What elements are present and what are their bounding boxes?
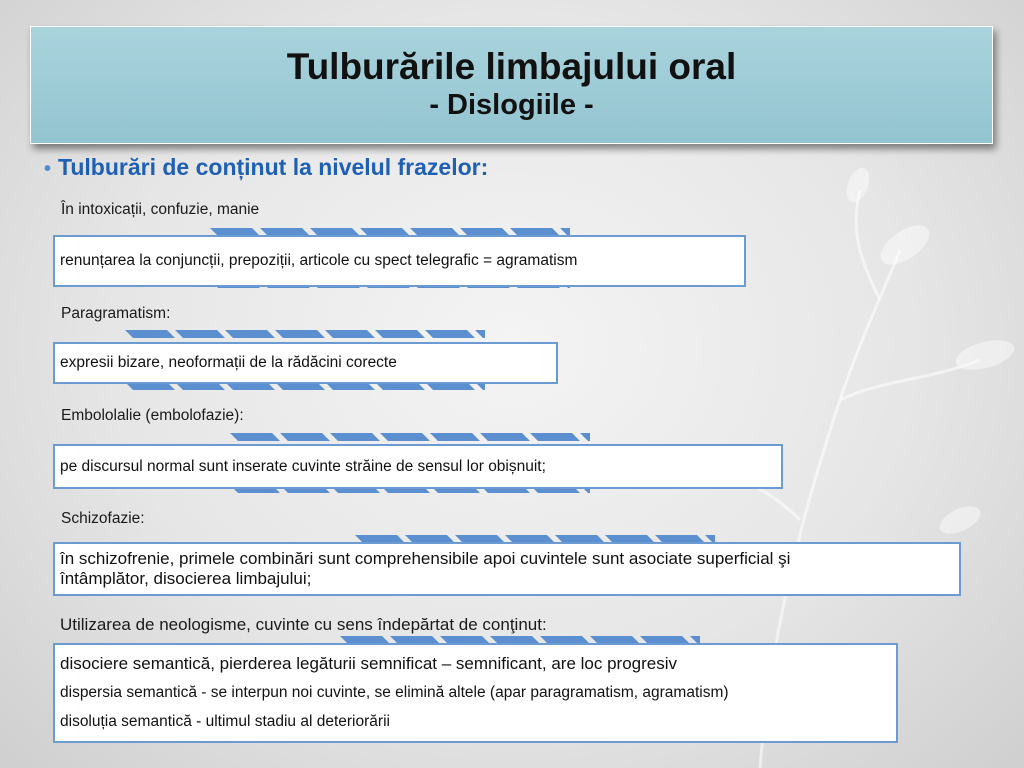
content-line: renunțarea la conjuncții, prepoziții, articole cu spect telegrafic = agramatism xyxy=(60,252,578,269)
section-label-schizofazie: Schizofazie: xyxy=(61,510,145,527)
content-box-schizofazie xyxy=(53,542,961,596)
chevron-segment xyxy=(225,330,275,338)
slide-subtitle: - Dislogiile - xyxy=(429,89,594,121)
section-label-intoxicatii: În intoxicații, confuzie, manie xyxy=(61,201,260,218)
section-label-neologisme: Utilizarea de neologisme, cuvinte cu sens îndepărtat de conţinut: xyxy=(60,615,547,634)
title-box xyxy=(30,26,993,144)
chevron-segment xyxy=(125,330,175,338)
content-box-neologisme xyxy=(53,643,898,743)
content-line: disociere semantică, pierderea legăturii semnificat – semnificant, are loc progresiv xyxy=(60,653,678,673)
content-line: expresii bizare, neoformații de la rădăcini corecte xyxy=(60,354,397,371)
chevron-segment xyxy=(325,330,375,338)
chevron-segment xyxy=(430,433,480,441)
chevron-segment xyxy=(475,330,485,338)
chevron-segment xyxy=(175,330,225,338)
chevron-segment xyxy=(380,433,430,441)
chevron-segment xyxy=(480,433,530,441)
content-box-agramatism xyxy=(53,235,746,287)
bullet-icon: • xyxy=(44,158,52,180)
section-heading-text: Tulburări de conținut la nivelul frazelor: xyxy=(58,154,489,180)
content-line: pe discursul normal sunt inserate cuvinte străine de sensul lor obișnuit; xyxy=(60,457,546,475)
section-label-paragramatism: Paragramatism: xyxy=(61,305,171,322)
section-heading xyxy=(44,154,488,181)
content-line: dispersia semantică - se interpun noi cuvinte, se elimină altele (apar paragramatism, agramatism) xyxy=(60,683,729,701)
chevron-segment xyxy=(275,330,325,338)
content-box-embololalie xyxy=(53,444,783,489)
section-label-embololalie: Embololalie (embolofazie): xyxy=(61,407,244,424)
content-line: în schizofrenie, primele combinări sunt comprehensibile apoi cuvintele sunt asociate superficial şi xyxy=(60,549,791,568)
content-box-paragramatism xyxy=(53,342,558,384)
chevron-segment xyxy=(530,433,580,441)
chevron-segment xyxy=(280,433,330,441)
chevron-segment xyxy=(425,330,475,338)
slide-title: Tulburările limbajului oral xyxy=(286,46,737,87)
content-line: disoluția semantică - ultimul stadiu al deteriorării xyxy=(60,713,390,731)
chevron-segment xyxy=(375,330,425,338)
chevron-segment xyxy=(330,433,380,441)
chevron-segment xyxy=(230,433,280,441)
content-line: întâmplător, disocierea limbajului; xyxy=(60,569,312,588)
chevron-segment xyxy=(580,433,590,441)
